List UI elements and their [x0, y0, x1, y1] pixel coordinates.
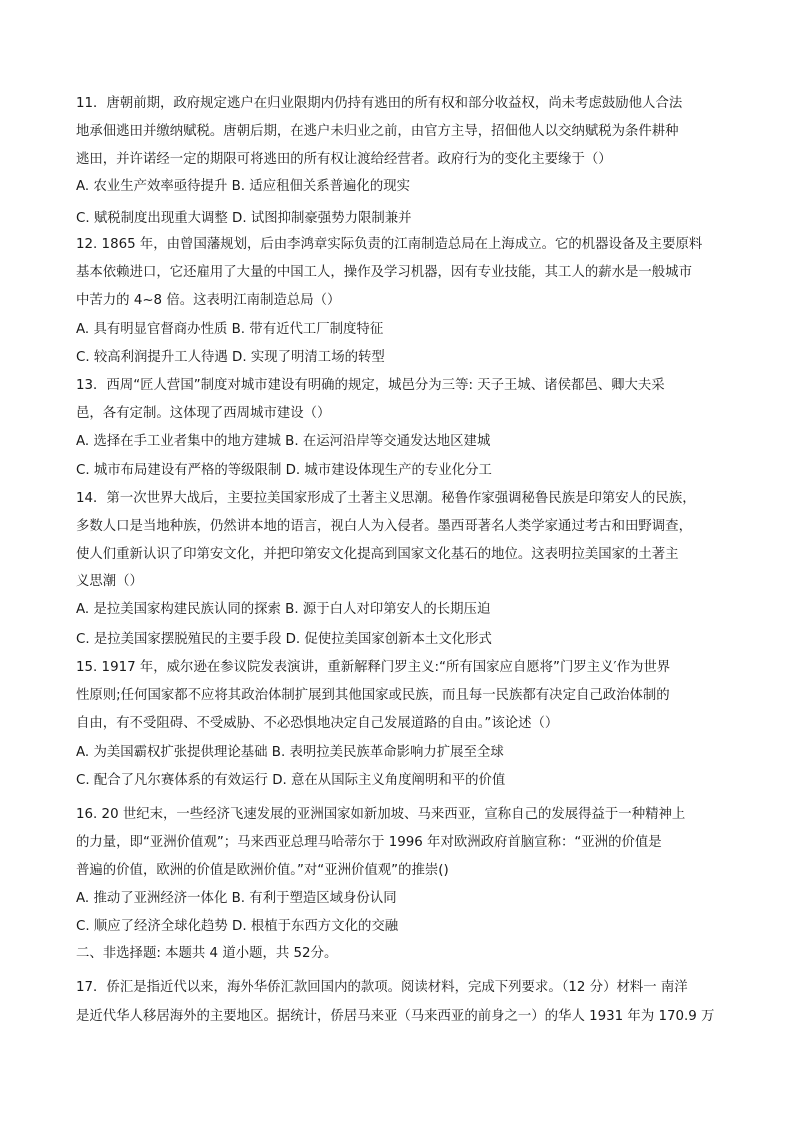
q14-line-3: 使人们重新认识了印第安文化，并把印第安文化提高到国家文化基石的地位。这表明拉美国家的土著主 — [76, 547, 679, 562]
q13-line-1: 13．西周“匠人营国”制度对城市建设有明确的规定，城邑分为三等: 天子王城、诸侯都邑、卿大夫采 — [76, 378, 665, 393]
q15-option-cd: C. 配合了凡尔赛体系的有效运行 D. 意在从国际主义角度阐明和平的价值 — [76, 773, 506, 788]
q12-option-cd: C. 较高利润提升工人待遇 D. 实现了明清工场的转型 — [76, 350, 385, 365]
q16-line-2: 的力量，即“亚洲价值观”；马来西亚总理马哈蒂尔于 1996 年对欧洲政府首脑宣称：“亚洲的价值是 — [76, 835, 662, 850]
q12-line-2: 基本依赖进口，它还雇用了大量的中国工人，操作及学习机器，因有专业技能，其工人的薪水是一般城市 — [76, 265, 692, 280]
q15-line-1: 15. 1917 年，威尔逊在参议院发表演讲，重新解释门罗主义:“所有国家应自愿将”门罗主义′作为世界 — [76, 660, 671, 675]
q11-option-ab: A. 农业生产效率亟待提升 B. 适应租佃关系普遍化的现实 — [76, 179, 410, 194]
q12-line-1: 12. 1865 年，由曾国藩规划，后由李鸿章实际负责的江南制造总局在上海成立。它的机器设备及主要原料 — [76, 237, 703, 252]
q14-line-1: 14．第一次世界大战后，主要拉美国家形成了土著主义思潮。秘鲁作家强调秘鲁民族是印第安人的民族， — [76, 491, 696, 506]
q13-line-2: 邑，各有定制。这体现了西周城市建设（） — [76, 406, 331, 421]
q11-line-1: 11．唐朝前期，政府规定逃户在归业限期内仍持有逃田的所有权和部分收益权，尚未考虑鼓励他人合法 — [76, 96, 683, 111]
q11-line-3: 逃田，并许诺经一定的期限可将逃田的所有权让渡给经营者。政府行为的变化主要缘于（） — [76, 152, 612, 167]
q14-option-ab: A. 是拉美国家构建民族认同的探索 B. 源于白人对印第安人的长期压迫 — [76, 602, 491, 617]
q14-line-4: 义思潮（） — [76, 574, 143, 589]
q15-line-3: 自由，有不受阻碍、不受威胁、不必恐惧地决定自己发展道路的自由。”该论述（） — [76, 716, 559, 731]
section-2-heading: 二、非选择题: 本题共 4 道小题，共 52分。 — [76, 946, 338, 961]
q15-option-ab: A. 为美国霸权扩张提供理论基础 B. 表明拉美民族革命影响力扩展至全球 — [76, 745, 504, 760]
q14-option-cd: C. 是拉美国家摆脱殖民的主要手段 D. 促使拉美国家创新本土文化形式 — [76, 632, 492, 647]
q16-line-1: 16. 20 世纪末，一些经济飞速发展的亚洲国家如新加坡、马来西亚，宣称自己的发展得益于一种精神上 — [76, 807, 686, 822]
q11-option-cd: C. 赋税制度出现重大调整 D. 试图抑制豪强势力限制兼并 — [76, 211, 412, 226]
q12-option-ab: A. 具有明显官督商办性质 B. 带有近代工厂制度特征 — [76, 322, 384, 337]
q17-line-2: 是近代华人移居海外的主要地区。据统计，侨居马来亚（马来西亚的前身之一）的华人 1931 年为 170.9 万 — [76, 1009, 715, 1024]
q16-option-ab: A. 推动了亚洲经济一体化 B. 有利于塑造区域身份认同 — [76, 891, 397, 906]
q16-option-cd: C. 顺应了经济全球化趋势 D. 根植于东西方文化的交融 — [76, 919, 399, 934]
q15-line-2: 性原则;任何国家都不应将其政治体制扩展到其他国家或民族，而且每一民族都有决定自己政治体制的 — [76, 688, 670, 703]
q14-line-2: 多数人口是当地种族，仍然讲本地的语言，视白人为入侵者。墨西哥著名人类学家通过考古和田野调查， — [76, 519, 692, 534]
q12-line-3: 中苦力的 4~8 倍。这表明江南制造总局（） — [76, 293, 341, 308]
q16-line-3: 普遍的价值，欧洲的价值是欧洲价值。”对“亚洲价值观”的推崇() — [76, 863, 449, 878]
q17-line-1: 17．侨汇是指近代以来，海外华侨汇款回国内的款项。阅读材料，完成下列要求。（12 分）材料一 南洋 — [76, 980, 688, 995]
q13-option-cd: C. 城市布局建设有严格的等级限制 D. 城市建设体现生产的专业化分工 — [76, 463, 492, 478]
q11-line-2: 地承佃逃田并缴纳赋税。唐朝后期，在逃户未归业之前，由官方主导，招佃他人以交纳赋税为条件耕种 — [76, 124, 679, 139]
q13-option-ab: A. 选择在手工业者集中的地方建城 B. 在运河沿岸等交通发达地区建城 — [76, 434, 491, 449]
